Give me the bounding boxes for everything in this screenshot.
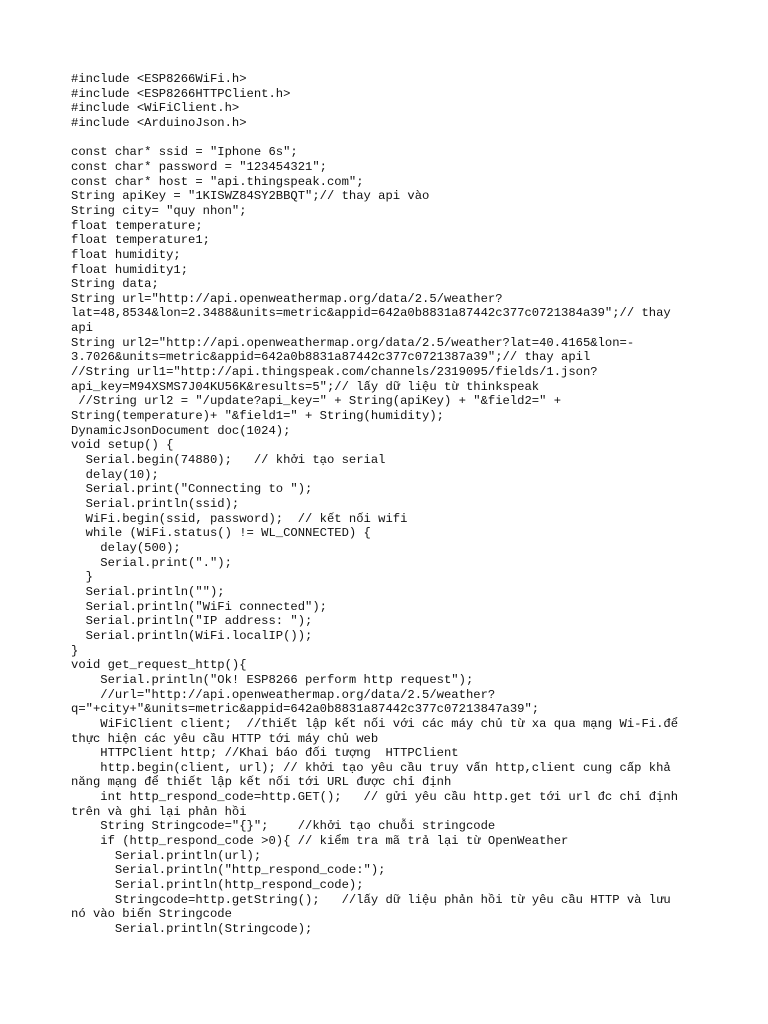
code-line: năng mạng để thiết lập kết nối tới URL được chỉ định: [71, 775, 452, 790]
code-line: String apiKey = "1KISWZ84SY2BBQT";// thay api vào: [71, 189, 430, 204]
code-line: delay(500);: [71, 540, 181, 555]
code-line: String Stringcode="{}"; //khởi tạo chuỗi stringcode: [71, 819, 496, 834]
code-line: Serial.println(ssid);: [71, 497, 240, 512]
code-line: void get_request_http(){: [71, 658, 247, 673]
code-line: api_key=M94XSMS7J04KU56K&results=5";// lấy dữ liệu từ thinkspeak: [71, 379, 540, 394]
code-line: int http_respond_code=http.GET(); // gửi yêu cầu http.get tới url đc chỉ định: [71, 790, 679, 805]
code-line: #include <WiFiClient.h>: [71, 101, 240, 116]
code-line: WiFi.begin(ssid, password); // kết nối wifi: [71, 511, 408, 526]
code-line: lat=48,8534&lon=2.3488&units=metric&appid=642a0b8831a87442c377c0721384a39";// thay: [71, 306, 671, 321]
code-line: Stringcode=http.getString(); //lấy dữ liệu phản hồi từ yêu cầu HTTP và lưu: [71, 892, 671, 907]
code-line: String data;: [71, 277, 159, 292]
code-line: while (WiFi.status() != WL_CONNECTED) {: [71, 526, 371, 541]
code-line: String(temperature)+ "&field1=" + String(humidity);: [71, 409, 444, 424]
code-line: String url="http://api.openweathermap.org/data/2.5/weather?: [71, 291, 503, 306]
code-line: Serial.println("Ok! ESP8266 perform http request");: [71, 672, 474, 687]
code-line: DynamicJsonDocument doc(1024);: [71, 423, 291, 438]
code-line: nó vào biến Stringcode: [71, 907, 232, 922]
code-line: }: [71, 643, 79, 658]
code-line: 3.7026&units=metric&appid=642a0b8831a87442c377c0721387a39";// thay apil: [71, 350, 591, 365]
code-line: trên và ghi lại phản hồi: [71, 804, 247, 819]
code-line: HTTPClient http; //Khai báo đối tượng HTTPClient: [71, 746, 459, 761]
code-line: api: [71, 321, 93, 336]
code-line: String url2="http://api.openweathermap.org/data/2.5/weather?lat=40.4165&lon=-: [71, 335, 635, 350]
code-line: Serial.println(WiFi.localIP());: [71, 628, 313, 643]
code-line: q="+city+"&units=metric&appid=642a0b8831a87442c377c07213847a39";: [71, 702, 540, 717]
code-line: const char* password = "123454321";: [71, 159, 327, 174]
code-line: Serial.println(http_respond_code);: [71, 878, 364, 893]
code-line: float temperature;: [71, 218, 203, 233]
code-line: float humidity;: [71, 247, 181, 262]
code-line: Serial.println("");: [71, 584, 225, 599]
code-line: Serial.print(".");: [71, 555, 232, 570]
code-line: Serial.println("http_respond_code:");: [71, 863, 386, 878]
code-line: Serial.println(url);: [71, 848, 262, 863]
code-line: const char* ssid = "Iphone 6s";: [71, 145, 298, 160]
code-line: Serial.begin(74880); // khởi tạo serial: [71, 453, 386, 468]
code-line: thực hiện các yêu cầu HTTP tới máy chủ web: [71, 731, 379, 746]
code-line: #include <ArduinoJson.h>: [71, 115, 247, 130]
code-line: //url="http://api.openweathermap.org/data/2.5/weather?: [71, 687, 496, 702]
code-line: Serial.println(Stringcode);: [71, 922, 313, 937]
code-line: #include <ESP8266WiFi.h>: [71, 72, 247, 86]
code-line: float temperature1;: [71, 233, 210, 248]
code-line: delay(10);: [71, 467, 159, 482]
code-line: #include <ESP8266HTTPClient.h>: [71, 86, 291, 101]
code-line: //String url1="http://api.thingspeak.com/channels/2319095/fields/1.json?: [71, 365, 598, 380]
code-line: Serial.println("WiFi connected");: [71, 599, 327, 614]
code-line: http.begin(client, url); // khởi tạo yêu cầu truy vấn http,client cung cấp khả: [71, 760, 671, 775]
code-line: const char* host = "api.thingspeak.com";: [71, 174, 364, 189]
code-line: Serial.print("Connecting to ");: [71, 482, 313, 497]
code-line: float humidity1;: [71, 262, 189, 277]
code-line: if (http_respond_code >0){ // kiểm tra mã trả lại từ OpenWeather: [71, 834, 569, 849]
code-line: }: [71, 570, 93, 585]
code-line: Serial.println("IP address: ");: [71, 614, 313, 629]
code-listing: [71, 72, 711, 937]
code-line: void setup() {: [71, 438, 174, 453]
code-line: [71, 131, 711, 146]
code-line: String city= "quy nhon";: [71, 203, 247, 218]
code-line: WiFiClient client; //thiết lập kết nối với các máy chủ từ xa qua mạng Wi-Fi.để: [71, 716, 679, 731]
code-line: //String url2 = "/update?api_key=" + String(apiKey) + "&field2=" +: [71, 394, 562, 409]
